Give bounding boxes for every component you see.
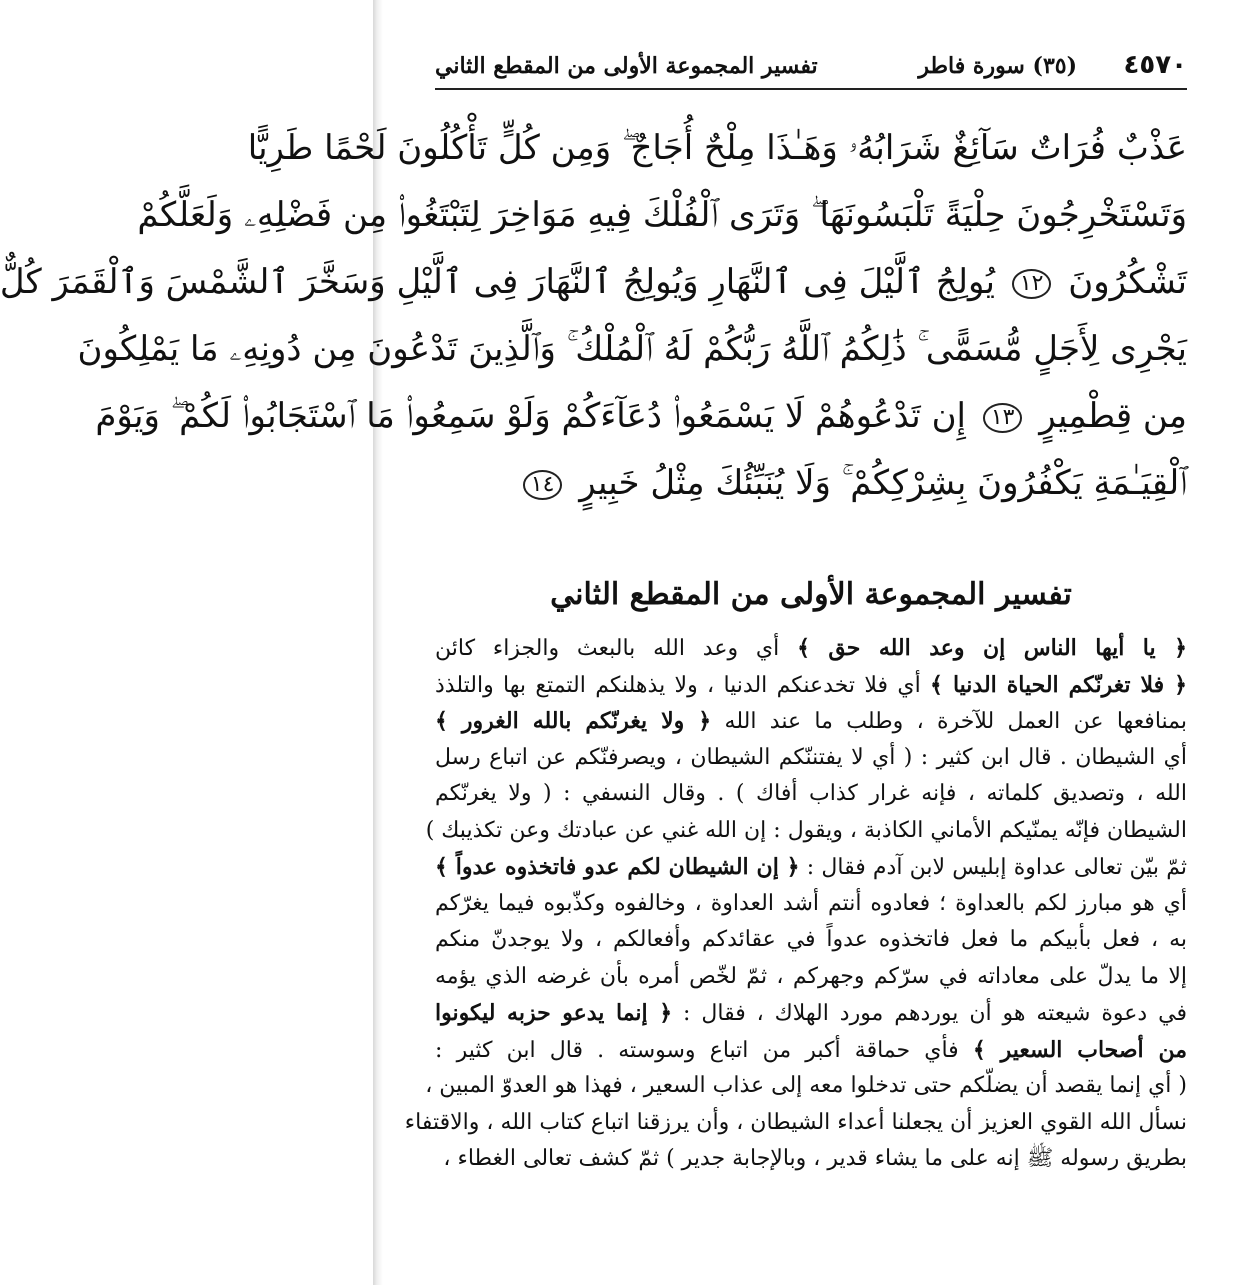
quoted-verse: ﴿ فلا تغرنّكم الحياة الدنيا ﴾: [930, 671, 1187, 698]
commentary-text: أي هو مبارز لكم بالعداوة ؛ فعادوه أنتم أشد العداوة ، وخالفوه وكذّبوه فيما يغرّكم: [435, 890, 1187, 916]
quoted-verse: ﴿ إنما يدعو حزبه ليكونوا: [435, 1000, 673, 1026]
tafsir-line: [404, 1105, 1187, 1142]
commentary-text: أي الشيطان . قال ابن كثير : ( أي لا يفتننّكم الشيطان ، ويصرفنّكم عن اتباع رسل: [435, 744, 1187, 770]
quran-line-text: إِن تَدْعُوهُمْ لَا يَسْمَعُوا۟ دُعَآءَكُمْ وَلَوْ سَمِعُوا۟ مَا ٱسْتَجَابُوا۟ لَكُمْ ۖ وَيَوْمَ: [95, 396, 977, 436]
quoted-verse: ﴿ إن الشيطان لكم عدو فاتخذوه عدواً ﴾: [435, 854, 800, 880]
quran-line-text: عَذْبٌ فُرَاتٌ سَآئِغٌ شَرَابُهُۥ وَهَـٰذَا مِلْحٌ أُجَاجٌ ۖ وَمِن كُلٍّ تَأْكُلُونَ لَحْمًا طَرِيًّا: [247, 128, 1187, 168]
tafsir-line: [435, 922, 1187, 959]
tafsir-line: [435, 630, 1187, 667]
quoted-verse: من أصحاب السعير ﴾: [972, 1036, 1188, 1063]
ayah-number-marker: ١٤: [523, 470, 563, 500]
tafsir-line: [435, 995, 1187, 1032]
ayah-number-marker: ١٣: [983, 403, 1023, 433]
tafsir-line: [435, 886, 1187, 923]
tafsir-line: [435, 1032, 1187, 1069]
tafsir-line: [435, 959, 1187, 996]
ayah-number-marker: ١٢: [1012, 269, 1052, 299]
tafsir-line: [435, 1141, 1187, 1178]
tafsir-line: [435, 776, 1187, 813]
quran-line-text: يُولِجُ ٱلَّيْلَ فِى ٱلنَّهَارِ وَيُولِجُ ٱلنَّهَارَ فِى ٱلَّيْلِ وَسَخَّرَ ٱلشَّمْسَ وَٱلْقَمَرَ كُلٌّ: [0, 262, 1006, 302]
commentary-text: الله ، وتصديق كلماته ، فإنه غرار كذاب أفاك ) . وقال النسفي : ( ولا يغرنّكم: [435, 781, 1187, 806]
tafsir-line: [435, 740, 1187, 777]
commentary-text: الشيطان فإنّه يمنّيكم الأماني الكاذبة ، ويقول : إن الله غني عن عبادتك وعن تكذيبك ): [425, 817, 1187, 843]
surah-reference: (٣٥) سورة فاطر: [918, 53, 1077, 79]
quran-line: [95, 383, 1187, 450]
commentary-text: فأي حماقة أكبر من اتباع وسوسته . قال ابن كثير :: [435, 1037, 973, 1063]
quoted-verse: ﴿ ولا يغرنّكم بالله الغرور ﴾: [435, 708, 712, 734]
commentary-text: بمنافعها عن العمل للآخرة ، وطلب ما عند الله: [711, 709, 1188, 734]
tafsir-line: [435, 703, 1187, 740]
quran-line: [435, 450, 1187, 517]
commentary-text: بطريق رسوله ﷺ إنه على ما يشاء قدير ، وبالإجابة جدير ) ثمّ كشف تعالى الغطاء ،: [443, 1146, 1187, 1171]
running-header: [435, 48, 1187, 88]
tafsir-line: [425, 1068, 1187, 1105]
commentary-text: في دعوة شيعته هو أن يوردهم مورد الهلاك ، فقال :: [672, 1001, 1187, 1026]
tafsir-text-block: [404, 630, 1188, 1178]
quran-line-text: تَشْكُرُونَ: [1068, 262, 1187, 302]
page-number: ٤٥٧٠: [1123, 50, 1187, 80]
section-reference: تفسير المجموعة الأولى من المقطع الثاني: [435, 53, 818, 79]
quran-text-block: [0, 115, 1187, 517]
commentary-text: ( أي إنما يقصد أن يضلّكم حتى تدخلوا معه إلى عذاب السعير ، فهذا هو العدوّ المبين ،: [425, 1073, 1187, 1098]
quran-line-text: مِن قِطْمِيرٍ: [1039, 396, 1187, 436]
commentary-text: إلا ما يدلّ على معاداته في سرّكم وجهركم ، ثمّ لخّص أمره بأن غرضه الذي يؤمه: [435, 963, 1187, 989]
tafsir-line: [425, 813, 1187, 850]
quran-line-text: ٱلْقِيَـٰمَةِ يَكْفُرُونَ بِشِرْكِكُمْ ۚ وَلَا يُنَبِّئُكَ مِثْلُ خَبِيرٍ: [579, 463, 1187, 503]
tafsir-line: [435, 667, 1187, 704]
tafsir-line: [435, 849, 1187, 886]
quran-line: [77, 316, 1187, 383]
commentary-text: به ، فعل بأبيكم ما فعل فاتخذوه عدواً في عقائدكم وأفعالكم ، ولا يوجدنّ منكم: [435, 927, 1187, 952]
commentary-text: أي وعد الله بالبعث والجزاء كائن: [435, 636, 798, 661]
quran-line: [0, 249, 1187, 316]
commentary-text: أي فلا تخدعنكم الدنيا ، ولا يذهلنكم التمتع بها والتلذذ: [435, 672, 931, 698]
quran-line: [137, 182, 1187, 249]
commentary-text: نسأل الله القوي العزيز أن يجعلنا أعداء الشيطان ، وأن يرزقنا اتباع كتاب الله ، والاقتفاء: [404, 1109, 1187, 1135]
quoted-verse: ﴿ يا أيها الناس إن وعد الله حق ﴾: [797, 635, 1187, 661]
header-divider: [435, 88, 1187, 90]
commentary-text: ثمّ بيّن تعالى عداوة إبليس لابن آدم فقال :: [799, 855, 1187, 880]
quran-line-text: يَجْرِى لِأَجَلٍ مُّسَمًّى ۚ ذَٰلِكُمُ ٱللَّهُ رَبُّكُمْ لَهُ ٱلْمُلْكُ ۚ وَٱلَّذِينَ تَدْعُونَ مِن دُونِهِۦ مَا يَمْلِكُونَ: [77, 329, 1187, 369]
section-title: تفسير المجموعة الأولى من المقطع الثاني: [550, 577, 1072, 612]
quran-line-text: وَتَسْتَخْرِجُونَ حِلْيَةً تَلْبَسُونَهَا ۖ وَتَرَى ٱلْفُلْكَ فِيهِ مَوَاخِرَ لِتَبْتَغُوا۟ مِن فَضْلِهِۦ وَلَعَلَّكُمْ: [137, 195, 1187, 235]
quran-line: [247, 115, 1187, 182]
